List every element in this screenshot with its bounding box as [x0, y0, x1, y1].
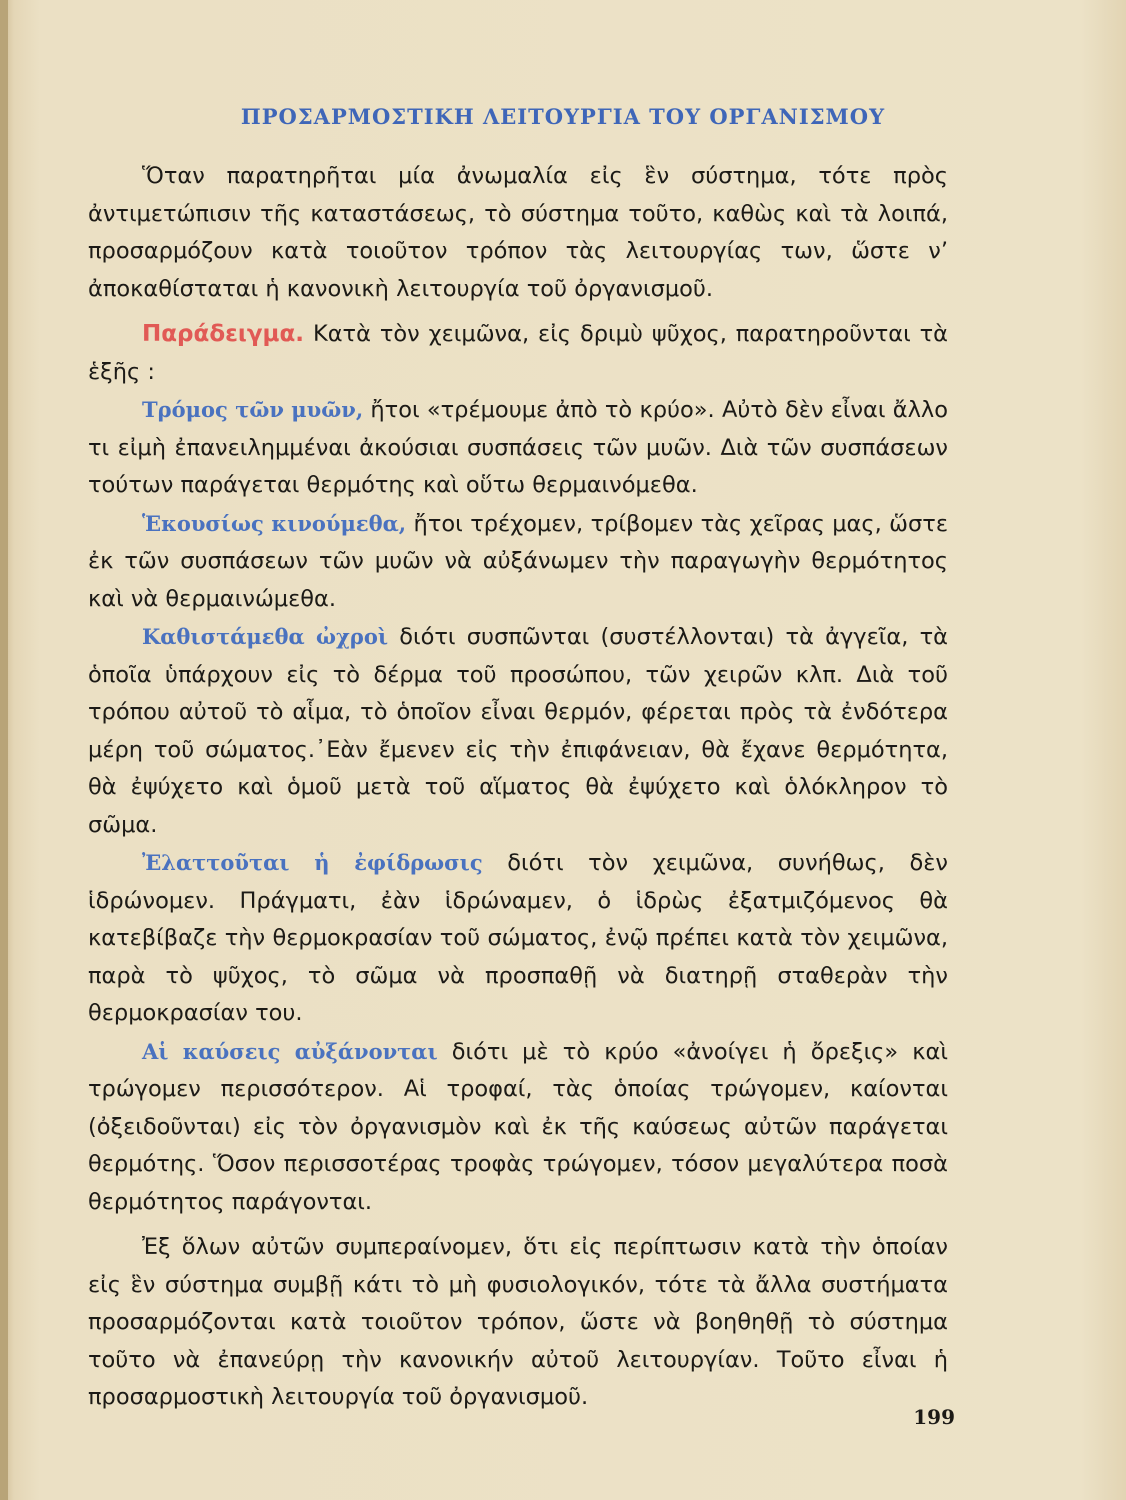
point-text: διότι τὸν χειμῶνα, συνήθως, δὲν ἱδρώνομεν. Πράγματι, ἐὰν ἱδρώναμεν, ὁ ἱδρὼς ἐξατμιζόμενος θὰ κατεβίβαζε τὴν θερμοκρασίαν τοῦ σώματος, ἐνῷ πρέπει κατὰ τὸν χειμῶνα, παρὰ τὸ ψῦχος, τὸ σῶμα νὰ προσπαθῇ νὰ διατηρῇ σταθερὰν τὴν θερμοκρασίαν του.	[88, 850, 948, 1026]
example-text: Κατὰ τὸν χειμῶνα, εἰς δριμὺ ψῦχος, παρατηροῦνται τὰ ἑξῆς :	[88, 321, 948, 385]
page-title: ΠΡΟΣΑΡΜΟΣΤΙΚΗ ΛΕΙΤΟΥΡΓΙΑ ΤΟΥ ΟΡΓΑΝΙΣΜΟΥ	[240, 104, 886, 129]
point-paragraph	[88, 618, 948, 844]
point-paragraph	[88, 391, 948, 505]
point-text: ἤτοι τρέχομεν, τρίβομεν τὰς χεῖρας μας, ὥστε ἐκ τῶν συσπάσεων τῶν μυῶν νὰ αὐξάνωμεν τὴν παραγωγὴν θερμότητος καὶ νὰ θερμαινώμεθα.	[88, 510, 948, 612]
intro-paragraph: Ὅταν παρατηρῆται μία ἀνωμαλία εἰς ἓν σύστημα, τότε πρὸς ἀντιμετώπισιν τῆς καταστάσεως, τὸ σύστημα τοῦτο, καθὼς καὶ τὰ λοιπά, προσαρμόζουν κατὰ τοιοῦτον τρόπον τὰς λειτουργίας των, ὥστε ν’ ἀποκαθίσταται ἡ κανονικὴ λειτουργία τοῦ ὀργανισμοῦ.	[88, 163, 948, 302]
point-paragraph	[88, 844, 948, 1033]
point-term: Ἑκουσίως κινούμεθα,	[142, 510, 407, 536]
point-text: ἤτοι «τρέμουμε ἀπὸ τὸ κρύο». Αὐτὸ δὲν εἶναι ἄλλο τι εἰμὴ ἐπανειλημμέναι ἀκούσιαι συσπάσεις τῶν μυῶν. Διὰ τῶν συσπάσεων τούτων παράγεται θερμότης καὶ οὕτω θερμαινόμεθα.	[88, 397, 949, 498]
page-number: 199	[913, 1405, 955, 1429]
point-paragraph	[88, 1033, 948, 1222]
example-paragraph	[88, 316, 948, 391]
example-label: Παράδειγμα.	[142, 321, 305, 347]
point-term: Τρόμος τῶν μυῶν,	[142, 397, 364, 422]
point-text: διότι συσπῶνται (συστέλλονται) τὰ ἀγγεῖα, τὰ ὁποῖα ὑπάρχουν εἰς τὸ δέρμα τοῦ προσώπου, τῶν χειρῶν κλπ. Διὰ τοῦ τρόπου αὐτοῦ τὸ αἷμα, τὸ ὁποῖον εἶναι θερμόν, φέρεται πρὸς τὰ ἐνδότερα μέρη τοῦ σώματος.᾿Εὰν ἔμενεν εἰς τὴν ἐπιφάνειαν, θὰ ἔχανε θερμότητα, θὰ ἐψύχετο καὶ ὁμοῦ μετὰ τοῦ αἵματος θὰ ἐψύχετο καὶ ὁλόκληρον τὸ σῶμα.	[88, 624, 948, 838]
point-term: Ἐλαττοῦται ἡ ἐφίδρωσις	[142, 850, 483, 875]
page-gutter	[0, 0, 8, 1500]
body-text	[88, 158, 948, 1417]
point-paragraph	[88, 505, 948, 619]
conclusion-paragraph: Ἐξ ὅλων αὐτῶν συμπεραίνομεν, ὅτι εἰς περίπτωσιν κατὰ τὴν ὁποίαν εἰς ἓν σύστημα συμβῇ κάτι τὸ μὴ φυσιολογικόν, τότε τὰ ἄλλα συστήματα προσαρμόζονται κατὰ τοιοῦτον τρόπον, ὥστε νὰ βοηθηθῇ τὸ σύστημα τοῦτο νὰ ἐπανεύρῃ τὴν κανονικήν αὐτοῦ λειτουργίαν. Τοῦτο εἶναι ἡ προσαρμοστικὴ λειτουργία τοῦ ὀργανισμοῦ.	[88, 1234, 948, 1410]
point-text: διότι μὲ τὸ κρύο «ἀνοίγει ἡ ὄρεξις» καὶ τρώγομεν περισσότερον. Αἱ τροφαί, τὰς ὁποίας τρώγομεν, καίονται (ὀξειδοῦνται) εἰς τὸν ὀργανισμὸν καὶ ἐκ τῆς καύσεως αὐτῶν παράγεται θερμότης. Ὅσον περισσοτέρας τροφὰς τρώγομεν, τόσον μεγαλύτερα ποσὰ θερμότητος παράγονται.	[88, 1038, 948, 1215]
point-term: Αἱ καύσεις αὐξάνονται	[142, 1038, 438, 1064]
point-term: Καθιστάμεθα ὠχροὶ	[142, 624, 388, 649]
